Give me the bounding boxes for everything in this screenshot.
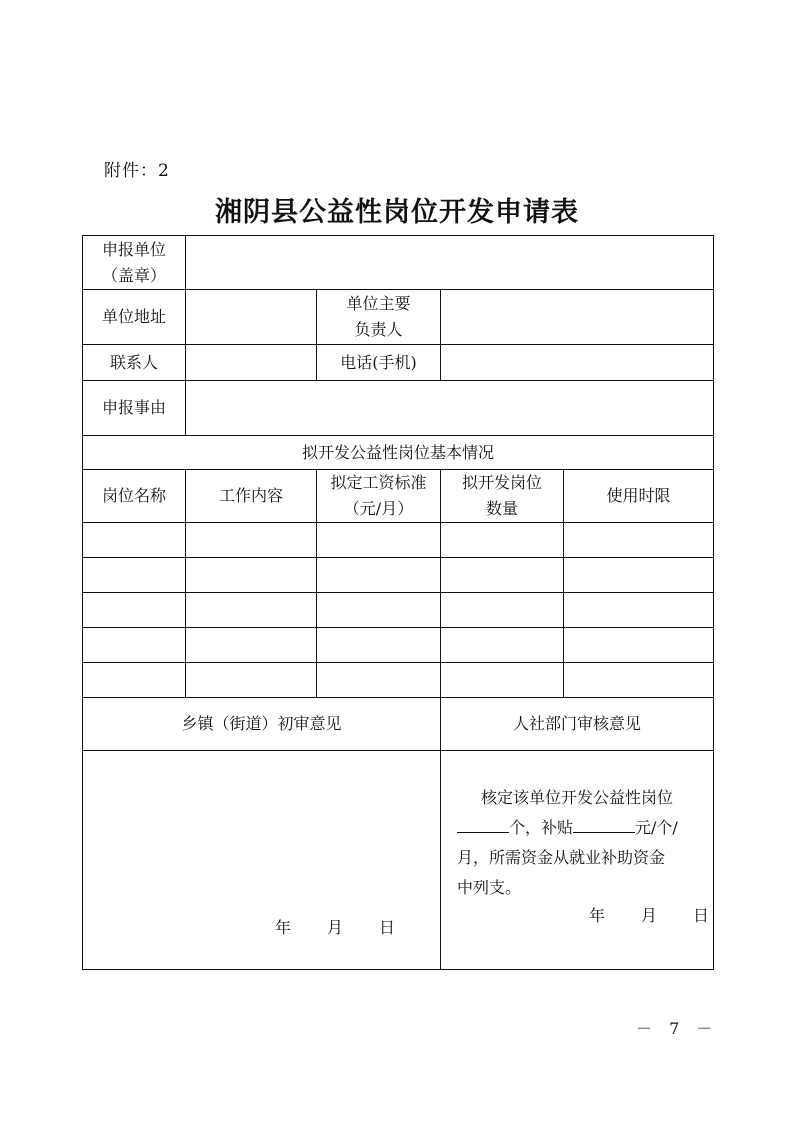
table-cell[interactable] <box>186 523 317 558</box>
unit-head-line2: 负责人 <box>354 320 403 339</box>
table-cell[interactable] <box>441 628 564 663</box>
year-label: 年 <box>275 918 292 937</box>
town-review-date <box>275 915 395 941</box>
day-label: 日 <box>379 918 396 937</box>
table-cell[interactable] <box>83 523 186 558</box>
field-unit-address[interactable] <box>186 290 317 345</box>
hr-review-title: 人社部门审核意见 <box>441 698 714 751</box>
page-title: 湘阴县公益性岗位开发申请表 <box>215 197 579 228</box>
attachment-label: 附件：2 <box>104 161 170 181</box>
table-row <box>83 663 714 698</box>
label-contact: 联系人 <box>83 345 186 381</box>
row-reason <box>83 381 714 436</box>
table-cell[interactable] <box>441 663 564 698</box>
table-cell[interactable] <box>317 663 441 698</box>
label-applicant-unit <box>83 236 186 290</box>
label-unit-head <box>317 290 441 345</box>
table-cell[interactable] <box>564 663 714 698</box>
hr-review-date <box>589 903 709 929</box>
blank-position-count[interactable] <box>457 814 509 833</box>
col-count-line1: 拟开发岗位 <box>461 473 542 492</box>
page-number: － 7 － <box>636 1019 719 1038</box>
row-positions-section <box>83 436 714 470</box>
table-cell[interactable] <box>564 593 714 628</box>
month-label: 月 <box>641 906 658 925</box>
table-row <box>83 628 714 663</box>
label-unit-address: 单位地址 <box>83 290 186 345</box>
label-phone: 电话(手机) <box>317 345 441 381</box>
table-cell[interactable] <box>83 628 186 663</box>
col-salary-line2: （元/月） <box>343 499 414 518</box>
field-applicant-unit[interactable] <box>186 236 714 290</box>
field-phone[interactable] <box>441 345 714 381</box>
field-reason[interactable] <box>186 381 714 436</box>
positions-section-title: 拟开发公益性岗位基本情况 <box>83 436 714 470</box>
table-cell[interactable] <box>564 523 714 558</box>
year-label: 年 <box>589 906 606 925</box>
table-row <box>83 558 714 593</box>
hr-text-2b: 元/个/ <box>635 818 678 837</box>
table-cell[interactable] <box>317 628 441 663</box>
table-cell[interactable] <box>186 628 317 663</box>
hr-text-2a: 个，补贴 <box>509 818 574 837</box>
table-cell[interactable] <box>441 523 564 558</box>
table-cell[interactable] <box>83 663 186 698</box>
table-cell[interactable] <box>83 593 186 628</box>
town-review-title: 乡镇（街道）初审意见 <box>83 698 441 751</box>
table-cell[interactable] <box>564 558 714 593</box>
row-unit-address <box>83 290 714 345</box>
table-cell[interactable] <box>317 593 441 628</box>
row-contact <box>83 345 714 381</box>
table-cell[interactable] <box>83 558 186 593</box>
positions-header-row <box>83 470 714 523</box>
table-cell[interactable] <box>441 558 564 593</box>
month-label: 月 <box>327 918 344 937</box>
row-approval-body <box>83 751 714 970</box>
label-reason: 申报事由 <box>83 381 186 436</box>
blank-subsidy-amount[interactable] <box>573 814 635 833</box>
table-cell[interactable] <box>317 523 441 558</box>
table-cell[interactable] <box>186 593 317 628</box>
field-contact[interactable] <box>186 345 317 381</box>
table-row <box>83 593 714 628</box>
application-form-table <box>82 235 714 970</box>
hr-review-text <box>457 783 705 903</box>
col-work-content: 工作内容 <box>186 470 317 523</box>
col-position-count <box>441 470 564 523</box>
table-cell[interactable] <box>317 558 441 593</box>
row-applicant-unit <box>83 236 714 290</box>
hr-review-field[interactable] <box>441 751 714 970</box>
table-cell[interactable] <box>186 558 317 593</box>
col-position-name: 岗位名称 <box>83 470 186 523</box>
town-review-field[interactable] <box>83 751 441 970</box>
hr-text-line3: 月，所需资金从就业补助资金 <box>457 848 666 867</box>
unit-head-line1: 单位主要 <box>346 294 411 313</box>
hr-text-line2 <box>457 813 705 843</box>
row-approval-titles <box>83 698 714 751</box>
hr-text-line1: 核定该单位开发公益性岗位 <box>481 788 674 807</box>
table-cell[interactable] <box>441 593 564 628</box>
table-cell[interactable] <box>186 663 317 698</box>
field-unit-head[interactable] <box>441 290 714 345</box>
col-duration: 使用时限 <box>564 470 714 523</box>
col-salary <box>317 470 441 523</box>
col-count-line2: 数量 <box>485 499 518 518</box>
applicant-unit-line2: （盖章） <box>101 265 166 285</box>
table-cell[interactable] <box>564 628 714 663</box>
applicant-unit-line1: 申报单位 <box>101 239 166 259</box>
hr-text-line4: 中列支。 <box>457 878 522 897</box>
col-salary-line1: 拟定工资标准 <box>330 473 427 492</box>
table-row <box>83 523 714 558</box>
day-label: 日 <box>693 906 710 925</box>
